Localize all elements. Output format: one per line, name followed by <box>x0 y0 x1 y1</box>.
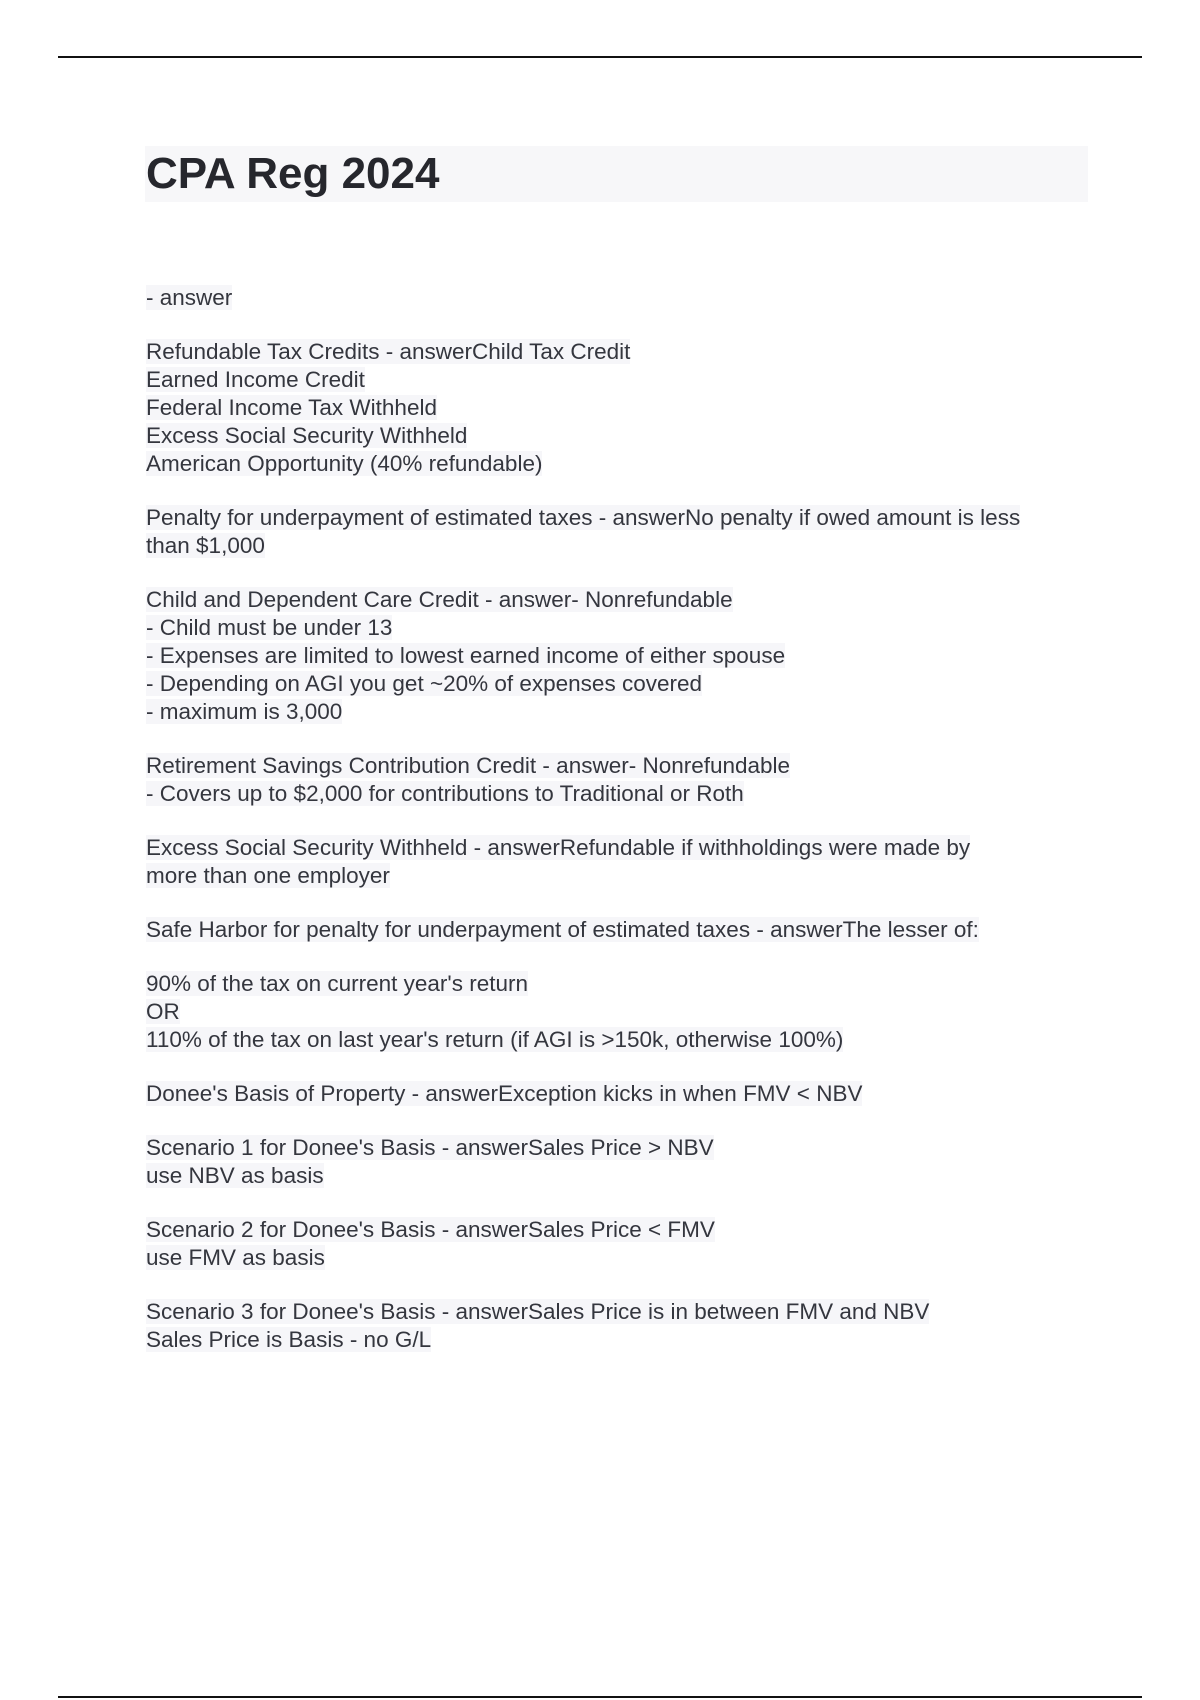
flashcard-entry <box>146 586 1096 726</box>
entry-line <box>146 1216 1096 1244</box>
entry-line <box>146 834 1096 862</box>
entry-line <box>146 366 1096 394</box>
page-title: CPA Reg 2024 <box>146 149 440 198</box>
entry-line-text: more than one employer <box>146 863 390 888</box>
entry-line-text: Child and Dependent Care Credit - answer- Nonrefundable <box>146 587 733 612</box>
entry-line-text: Excess Social Security Withheld <box>146 423 468 448</box>
entry-line <box>146 1162 1096 1190</box>
entry-line <box>146 998 1096 1026</box>
entry-line-text: Federal Income Tax Withheld <box>146 395 437 420</box>
entry-line <box>146 1244 1096 1272</box>
bottom-rule <box>58 1696 1142 1698</box>
entry-line <box>146 586 1096 614</box>
entry-line-text: Safe Harbor for penalty for underpayment of estimated taxes - answerThe lesser of: <box>146 917 979 942</box>
entry-line <box>146 504 1096 532</box>
entry-line-text: - maximum is 3,000 <box>146 699 343 724</box>
entry-line <box>146 338 1096 366</box>
entry-line <box>146 450 1096 478</box>
entry-line <box>146 916 1096 944</box>
entry-line <box>146 670 1096 698</box>
entry-line <box>146 862 1096 890</box>
entry-line-text: Retirement Savings Contribution Credit - answer- Nonrefundable <box>146 753 791 778</box>
entry-line-text: use NBV as basis <box>146 1163 324 1188</box>
entry-line-text: - Covers up to $2,000 for contributions to Traditional or Roth <box>146 781 744 806</box>
flashcard-list <box>146 284 1096 1380</box>
entry-line-text: Refundable Tax Credits - answerChild Tax Credit <box>146 339 631 364</box>
entry-line <box>146 698 1096 726</box>
entry-line <box>146 642 1096 670</box>
entry-line-text: Excess Social Security Withheld - answerRefundable if withholdings were made by <box>146 835 971 860</box>
entry-line-text: 90% of the tax on current year's return <box>146 971 528 996</box>
entry-line <box>146 1134 1096 1162</box>
entry-line-text: Earned Income Credit <box>146 367 365 392</box>
flashcard-entry <box>146 338 1096 478</box>
entry-line <box>146 970 1096 998</box>
flashcard-entry <box>146 1298 1096 1354</box>
entry-line <box>146 1326 1096 1354</box>
flashcard-entry <box>146 1134 1096 1190</box>
entry-line-text: than $1,000 <box>146 533 265 558</box>
entry-line-text: Penalty for underpayment of estimated taxes - answerNo penalty if owed amount is less <box>146 505 1021 530</box>
entry-line-text: Scenario 1 for Donee's Basis - answerSales Price > NBV <box>146 1135 714 1160</box>
entry-line <box>146 614 1096 642</box>
entry-line <box>146 394 1096 422</box>
flashcard-entry <box>146 1080 1096 1108</box>
entry-line-text: - Expenses are limited to lowest earned income of either spouse <box>146 643 786 668</box>
entry-line <box>146 780 1096 808</box>
entry-line-text: Donee's Basis of Property - answerException kicks in when FMV < NBV <box>146 1081 863 1106</box>
flashcard-entry <box>146 752 1096 808</box>
entry-line <box>146 284 1096 312</box>
entry-line-text: use FMV as basis <box>146 1245 325 1270</box>
entry-line-text: - answer <box>146 285 233 310</box>
entry-line-text: Scenario 3 for Donee's Basis - answerSales Price is in between FMV and NBV <box>146 1299 930 1324</box>
entry-line <box>146 1080 1096 1108</box>
flashcard-entry <box>146 1216 1096 1272</box>
entry-line-text: - Child must be under 13 <box>146 615 393 640</box>
entry-line-text: - Depending on AGI you get ~20% of expenses covered <box>146 671 702 696</box>
entry-line <box>146 752 1096 780</box>
entry-line-text: 110% of the tax on last year's return (if AGI is >150k, otherwise 100%) <box>146 1027 844 1052</box>
flashcard-entry <box>146 284 1096 312</box>
flashcard-entry <box>146 970 1096 1054</box>
entry-line-text: American Opportunity (40% refundable) <box>146 451 543 476</box>
entry-line-text: OR <box>146 999 180 1024</box>
top-rule <box>58 56 1142 58</box>
entry-line <box>146 1026 1096 1054</box>
flashcard-entry <box>146 916 1096 944</box>
entry-line-text: Scenario 2 for Donee's Basis - answerSales Price < FMV <box>146 1217 715 1242</box>
entry-line <box>146 1298 1096 1326</box>
entry-line <box>146 532 1096 560</box>
flashcard-entry <box>146 504 1096 560</box>
flashcard-entry <box>146 834 1096 890</box>
entry-line-text: Sales Price is Basis - no G/L <box>146 1327 432 1352</box>
entry-line <box>146 422 1096 450</box>
